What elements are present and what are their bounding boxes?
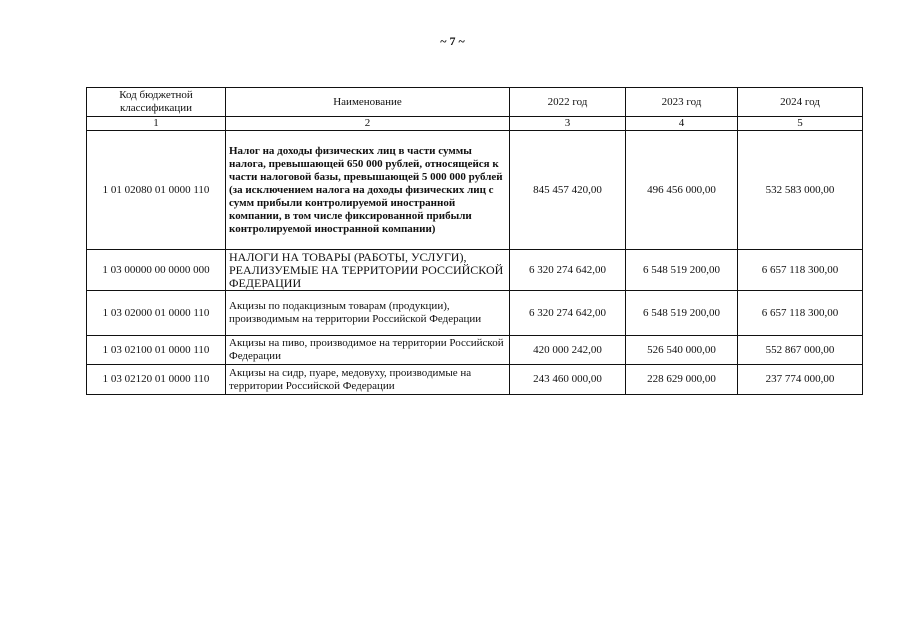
header-2024: 2024 год bbox=[738, 88, 863, 117]
row-code: 1 01 02080 01 0000 110 bbox=[87, 131, 226, 250]
header-name: Наименование bbox=[226, 88, 510, 117]
row-value-2024: 237 774 000,00 bbox=[738, 365, 863, 395]
row-value-2023: 228 629 000,00 bbox=[626, 365, 738, 395]
table-row bbox=[87, 365, 863, 395]
header-code: Код бюджетной классификации bbox=[87, 88, 226, 117]
row-value-2022: 243 460 000,00 bbox=[510, 365, 626, 395]
row-name: НАЛОГИ НА ТОВАРЫ (РАБОТЫ, УСЛУГИ), РЕАЛИЗУЕМЫЕ НА ТЕРРИТОРИИ РОССИЙСКОЙ ФЕДЕРАЦИИ bbox=[226, 250, 510, 291]
row-value-2024: 6 657 118 300,00 bbox=[738, 250, 863, 291]
row-value-2022: 845 457 420,00 bbox=[510, 131, 626, 250]
table-row bbox=[87, 250, 863, 291]
row-name: Акцизы на сидр, пуаре, медовуху, производимые на территории Российской Федерации bbox=[226, 365, 510, 395]
row-value-2024: 6 657 118 300,00 bbox=[738, 291, 863, 336]
row-name: Акцизы по подакцизным товарам (продукции), производимым на территории Российской Федерации bbox=[226, 291, 510, 336]
row-value-2023: 496 456 000,00 bbox=[626, 131, 738, 250]
column-number: 5 bbox=[738, 117, 863, 131]
row-value-2023: 6 548 519 200,00 bbox=[626, 250, 738, 291]
table-row bbox=[87, 336, 863, 365]
row-value-2023: 526 540 000,00 bbox=[626, 336, 738, 365]
row-value-2022: 6 320 274 642,00 bbox=[510, 291, 626, 336]
table-row bbox=[87, 291, 863, 336]
column-number-row bbox=[87, 117, 863, 131]
header-row bbox=[87, 88, 863, 117]
row-value-2022: 420 000 242,00 bbox=[510, 336, 626, 365]
table-row bbox=[87, 131, 863, 250]
header-2023: 2023 год bbox=[626, 88, 738, 117]
column-number: 2 bbox=[226, 117, 510, 131]
column-number: 3 bbox=[510, 117, 626, 131]
row-code: 1 03 02100 01 0000 110 bbox=[87, 336, 226, 365]
row-code: 1 03 02120 01 0000 110 bbox=[87, 365, 226, 395]
header-2022: 2022 год bbox=[510, 88, 626, 117]
row-value-2022: 6 320 274 642,00 bbox=[510, 250, 626, 291]
row-name: Налог на доходы физических лиц в части суммы налога, превышающей 650 000 рублей, относящейся к части налоговой базы, превышающей 5 000 000 рублей (за исключением налога на доходы физических лиц с сумм прибыли контролируемой иностранной компании, в том числе фиксированной прибыли контролируемой иностранной компании) bbox=[226, 131, 510, 250]
row-value-2024: 552 867 000,00 bbox=[738, 336, 863, 365]
row-code: 1 03 00000 00 0000 000 bbox=[87, 250, 226, 291]
row-value-2024: 532 583 000,00 bbox=[738, 131, 863, 250]
row-value-2023: 6 548 519 200,00 bbox=[626, 291, 738, 336]
budget-table bbox=[86, 87, 863, 395]
column-number: 4 bbox=[626, 117, 738, 131]
row-name: Акцизы на пиво, производимое на территории Российской Федерации bbox=[226, 336, 510, 365]
page-number: ~ 7 ~ bbox=[440, 34, 465, 48]
column-number: 1 bbox=[87, 117, 226, 131]
row-code: 1 03 02000 01 0000 110 bbox=[87, 291, 226, 336]
